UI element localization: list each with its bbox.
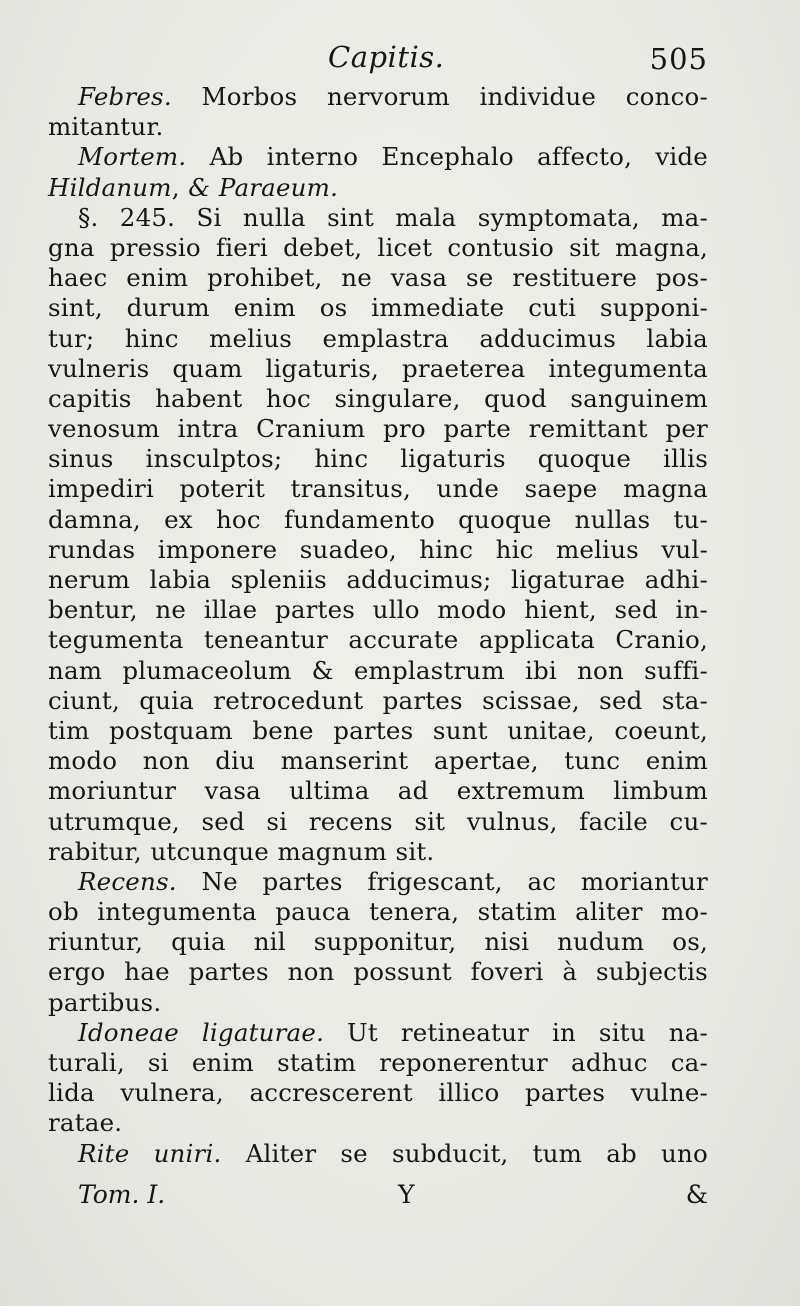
word: ibi bbox=[524, 655, 557, 685]
word: ob bbox=[48, 897, 79, 927]
text-line bbox=[48, 384, 708, 414]
word: sinus bbox=[48, 444, 114, 474]
text-line bbox=[48, 414, 708, 444]
word: quam bbox=[172, 353, 243, 383]
word: enim bbox=[233, 293, 296, 323]
word: sunt bbox=[432, 715, 488, 745]
word: reponerentur bbox=[379, 1048, 548, 1077]
word: si bbox=[266, 806, 288, 836]
word: Ne bbox=[201, 866, 238, 896]
word: vulnera, bbox=[120, 1078, 224, 1108]
word: ne bbox=[341, 263, 372, 293]
word: ultima bbox=[289, 776, 370, 806]
word: imponere bbox=[157, 534, 278, 564]
word: vasa bbox=[204, 776, 261, 806]
word: restituere bbox=[512, 263, 638, 293]
word: labia bbox=[149, 565, 212, 594]
word: quia bbox=[139, 685, 194, 715]
word: cuti bbox=[528, 293, 577, 323]
word: accrescerent bbox=[249, 1078, 413, 1108]
word: plumaceolum bbox=[122, 655, 292, 685]
word: Aliter bbox=[245, 1138, 317, 1168]
word: rundas bbox=[48, 534, 136, 564]
word: os, bbox=[672, 927, 708, 957]
catchword: & bbox=[685, 1180, 708, 1209]
word: ex bbox=[164, 504, 193, 534]
word: sanguinem bbox=[570, 383, 708, 413]
word: sit bbox=[414, 806, 446, 836]
word: nisi bbox=[484, 927, 530, 957]
page-number: 505 bbox=[649, 42, 708, 76]
word: & bbox=[311, 655, 334, 685]
word: apertae, bbox=[433, 746, 539, 776]
word: nudum bbox=[557, 927, 645, 957]
word: cu- bbox=[669, 806, 708, 836]
word: quod bbox=[484, 383, 547, 413]
text-line bbox=[48, 927, 708, 957]
word: hae bbox=[124, 957, 170, 987]
word: recens bbox=[308, 806, 393, 836]
word: non bbox=[142, 746, 190, 776]
text-line bbox=[48, 716, 708, 746]
word: Mortem. bbox=[78, 142, 187, 172]
word: sed bbox=[201, 806, 245, 836]
word: individue bbox=[479, 82, 597, 111]
word: symptomata, bbox=[477, 202, 640, 232]
word: ligaturae. bbox=[201, 1017, 325, 1047]
word: Febres. bbox=[78, 82, 172, 111]
word: sit bbox=[569, 232, 600, 262]
word: 245. bbox=[119, 202, 176, 232]
word: rabitur, bbox=[48, 836, 142, 866]
word: ligaturae bbox=[511, 565, 626, 594]
word: mitantur. bbox=[48, 112, 164, 142]
text-line bbox=[48, 595, 708, 625]
word: damna, bbox=[48, 504, 141, 534]
word: Paraeum. bbox=[218, 172, 339, 202]
word: tenera, bbox=[369, 897, 460, 927]
word: emplastrum bbox=[353, 655, 505, 685]
word: suadeo, bbox=[299, 534, 397, 564]
word: tu- bbox=[673, 504, 708, 534]
word: subducit, bbox=[391, 1138, 509, 1168]
word: os bbox=[319, 293, 348, 323]
word: labia bbox=[646, 323, 708, 353]
word: Si bbox=[196, 202, 222, 232]
word: sint bbox=[327, 202, 374, 232]
word: bene bbox=[252, 715, 314, 745]
word: spleniis bbox=[230, 565, 327, 594]
word: moriantur bbox=[580, 866, 708, 896]
word: manserint bbox=[280, 746, 409, 776]
word: nerum bbox=[48, 565, 131, 594]
word: nullas bbox=[574, 504, 651, 534]
word: illis bbox=[663, 444, 708, 474]
word: immediate bbox=[371, 293, 505, 323]
word: moriuntur bbox=[48, 776, 177, 806]
word: uno bbox=[661, 1138, 708, 1168]
word: ad bbox=[397, 776, 429, 806]
word: sta- bbox=[661, 685, 708, 715]
signature-mark: Tom. I. bbox=[78, 1180, 166, 1209]
word: retineatur bbox=[400, 1017, 529, 1047]
word: ca- bbox=[670, 1048, 708, 1077]
word: mala bbox=[395, 202, 457, 232]
word: aliter bbox=[575, 897, 643, 927]
text-line bbox=[48, 957, 708, 987]
word: vul- bbox=[661, 534, 708, 564]
word: supponi- bbox=[600, 293, 708, 323]
word: Cranium bbox=[256, 414, 366, 444]
word: prohibet, bbox=[207, 263, 323, 293]
word: vulneris bbox=[48, 353, 150, 383]
text-line bbox=[48, 656, 708, 686]
word: nil bbox=[253, 927, 286, 957]
text-line bbox=[48, 324, 708, 354]
word: §. bbox=[78, 202, 99, 232]
word: Cranio, bbox=[615, 625, 708, 655]
word: adducimus bbox=[479, 323, 617, 353]
word: magnum bbox=[277, 836, 387, 866]
word: sit. bbox=[395, 836, 435, 866]
word: illae bbox=[203, 595, 258, 625]
running-head: Capitis. bbox=[328, 40, 445, 74]
word: retrocedunt bbox=[213, 685, 364, 715]
word: Rite bbox=[78, 1138, 130, 1168]
word: fieri bbox=[215, 232, 268, 262]
word: se bbox=[465, 263, 494, 293]
text-line bbox=[48, 444, 708, 474]
text-line bbox=[48, 837, 708, 867]
word: integumenta bbox=[97, 897, 257, 927]
word: venosum bbox=[48, 414, 160, 444]
word: hoc bbox=[215, 504, 261, 534]
word: licet bbox=[377, 232, 433, 262]
word: sed bbox=[614, 595, 658, 625]
word: scissae, bbox=[482, 685, 580, 715]
word: emplastra bbox=[322, 323, 449, 353]
word: bentur, bbox=[48, 595, 138, 625]
word: partes bbox=[382, 685, 463, 715]
word: situ bbox=[598, 1017, 646, 1047]
word: saepe bbox=[524, 474, 598, 504]
word: Recens. bbox=[78, 866, 177, 896]
word: unitae, bbox=[507, 715, 595, 745]
word: quoque bbox=[458, 504, 552, 534]
word: hoc bbox=[266, 383, 311, 413]
word: Idoneae bbox=[78, 1017, 179, 1047]
word: modo bbox=[48, 746, 118, 776]
body-text bbox=[48, 82, 708, 1169]
word: contusio bbox=[447, 232, 554, 262]
text-line bbox=[48, 263, 708, 293]
text-line bbox=[48, 1078, 708, 1108]
word: supponitur, bbox=[313, 927, 457, 957]
text-line bbox=[48, 173, 708, 203]
word: limbum bbox=[613, 776, 708, 806]
word: tim bbox=[48, 715, 90, 745]
text-line bbox=[48, 686, 708, 716]
word: se bbox=[340, 1138, 368, 1168]
word: ne bbox=[155, 595, 187, 625]
word: vulne- bbox=[630, 1078, 708, 1108]
word: ullo bbox=[372, 595, 420, 625]
word: hinc bbox=[314, 444, 369, 474]
word: quia bbox=[171, 927, 226, 957]
word: applicata bbox=[478, 625, 596, 655]
word: illico bbox=[438, 1078, 500, 1108]
word: conco- bbox=[625, 82, 708, 111]
word: magna, bbox=[615, 232, 708, 262]
word: teneantur bbox=[203, 625, 329, 655]
word: modo bbox=[437, 595, 507, 625]
word: à bbox=[562, 957, 578, 987]
word: diu bbox=[215, 746, 256, 776]
text-line bbox=[48, 746, 708, 776]
word: partes bbox=[525, 1078, 606, 1108]
word: remittant bbox=[528, 414, 648, 444]
word: foveri bbox=[470, 957, 544, 987]
word: hinc bbox=[419, 534, 474, 564]
word: Ut bbox=[347, 1017, 378, 1047]
word: suffi- bbox=[644, 655, 708, 685]
text-line bbox=[48, 82, 708, 112]
page-footer bbox=[48, 1180, 708, 1216]
text-line bbox=[48, 505, 708, 535]
word: adhi- bbox=[644, 565, 708, 594]
word: transitus, bbox=[290, 474, 411, 504]
word: durum bbox=[126, 293, 210, 323]
word: facile bbox=[579, 806, 648, 836]
word: adhuc bbox=[571, 1048, 648, 1077]
gathering-mark: Y bbox=[398, 1180, 415, 1209]
word: postquam bbox=[109, 715, 233, 745]
text-line bbox=[48, 625, 708, 655]
word: parte bbox=[443, 414, 511, 444]
word: statim bbox=[477, 897, 557, 927]
word: lida bbox=[48, 1078, 95, 1108]
text-line bbox=[48, 535, 708, 565]
word: utcunque bbox=[150, 836, 269, 866]
word: non bbox=[577, 655, 624, 685]
text-line bbox=[48, 112, 708, 142]
word: uniri. bbox=[153, 1138, 222, 1168]
word: subjectis bbox=[596, 957, 708, 987]
word: ciunt, bbox=[48, 685, 120, 715]
text-line bbox=[48, 1048, 708, 1078]
word: ligaturis bbox=[400, 444, 506, 474]
word: possunt bbox=[353, 957, 452, 987]
word: frigescant, bbox=[367, 866, 503, 896]
word: pro bbox=[383, 414, 426, 444]
word: Morbos bbox=[201, 82, 298, 111]
word: vasa bbox=[390, 263, 448, 293]
word: extremum bbox=[456, 776, 585, 806]
word: per bbox=[665, 414, 708, 444]
word: in- bbox=[675, 595, 708, 625]
word: tunc bbox=[564, 746, 621, 776]
word: hic bbox=[495, 534, 534, 564]
word: partes bbox=[333, 715, 414, 745]
word: pauca bbox=[275, 897, 351, 927]
word: singulare, bbox=[334, 383, 461, 413]
word: fundamento bbox=[283, 504, 435, 534]
text-line bbox=[48, 565, 708, 595]
word: melius bbox=[556, 534, 639, 564]
word: impediri bbox=[48, 474, 154, 504]
word: capitis bbox=[48, 383, 132, 413]
word: nervorum bbox=[326, 82, 450, 111]
text-line bbox=[48, 203, 708, 233]
word: ratae. bbox=[48, 1108, 123, 1138]
word: sint, bbox=[48, 293, 103, 323]
word: hient, bbox=[524, 595, 597, 625]
word: haec bbox=[48, 263, 108, 293]
word: praeterea bbox=[401, 353, 526, 383]
word: affecto, bbox=[537, 142, 633, 172]
text-line bbox=[48, 776, 708, 806]
word: enim bbox=[645, 746, 708, 776]
word: in bbox=[551, 1017, 576, 1047]
text-line bbox=[48, 233, 708, 263]
text-line bbox=[48, 807, 708, 837]
word: melius bbox=[209, 323, 293, 353]
word: Ab bbox=[209, 142, 244, 172]
word: tum bbox=[532, 1138, 583, 1168]
word: gna bbox=[48, 232, 95, 262]
text-line bbox=[48, 897, 708, 927]
word: partes bbox=[188, 957, 269, 987]
word: poterit bbox=[179, 474, 266, 504]
text-line bbox=[48, 1018, 708, 1048]
word: habent bbox=[155, 383, 243, 413]
word: riuntur, bbox=[48, 927, 144, 957]
word: sed bbox=[599, 685, 643, 715]
word: nam bbox=[48, 655, 103, 685]
text-line bbox=[48, 988, 708, 1018]
word: intra bbox=[177, 414, 239, 444]
word: magna bbox=[623, 474, 708, 504]
word: non bbox=[287, 957, 335, 987]
word: Hildanum, bbox=[48, 172, 180, 202]
word: turali, bbox=[48, 1048, 125, 1077]
word: enim bbox=[126, 263, 189, 293]
word: si bbox=[147, 1048, 169, 1077]
word: nulla bbox=[242, 202, 306, 232]
text-line bbox=[48, 1139, 708, 1169]
word: adducimus; bbox=[346, 565, 492, 594]
word: & bbox=[188, 172, 211, 202]
word: statim bbox=[277, 1048, 357, 1077]
word: integumenta bbox=[548, 353, 708, 383]
word: ma- bbox=[661, 202, 708, 232]
word: pressio bbox=[109, 232, 201, 262]
word: vide bbox=[655, 142, 708, 172]
word: coeunt, bbox=[614, 715, 708, 745]
word: pos- bbox=[655, 263, 708, 293]
word: debet, bbox=[283, 232, 363, 262]
text-line bbox=[48, 474, 708, 504]
word: hinc bbox=[124, 323, 179, 353]
word: interno bbox=[266, 142, 359, 172]
word: tegumenta bbox=[48, 625, 184, 655]
text-line bbox=[48, 142, 708, 172]
text-line bbox=[48, 354, 708, 384]
text-line bbox=[48, 1108, 708, 1138]
word: accurate bbox=[348, 625, 459, 655]
word: quoque bbox=[537, 444, 632, 474]
word: na- bbox=[668, 1017, 708, 1047]
word: ligaturis, bbox=[265, 353, 379, 383]
word: partibus. bbox=[48, 987, 162, 1017]
text-line bbox=[48, 293, 708, 323]
word: mo- bbox=[661, 897, 708, 927]
word: enim bbox=[191, 1048, 254, 1077]
word: ergo bbox=[48, 957, 106, 987]
word: partes bbox=[262, 866, 343, 896]
word: ab bbox=[606, 1138, 637, 1168]
word: Encephalo bbox=[381, 142, 514, 172]
text-line bbox=[48, 867, 708, 897]
word: utrumque, bbox=[48, 806, 180, 836]
word: partes bbox=[274, 595, 356, 625]
word: tur; bbox=[48, 323, 95, 353]
word: unde bbox=[436, 474, 500, 504]
word: ac bbox=[527, 866, 557, 896]
word: vulnus, bbox=[466, 806, 558, 836]
word: insculptos; bbox=[145, 444, 283, 474]
